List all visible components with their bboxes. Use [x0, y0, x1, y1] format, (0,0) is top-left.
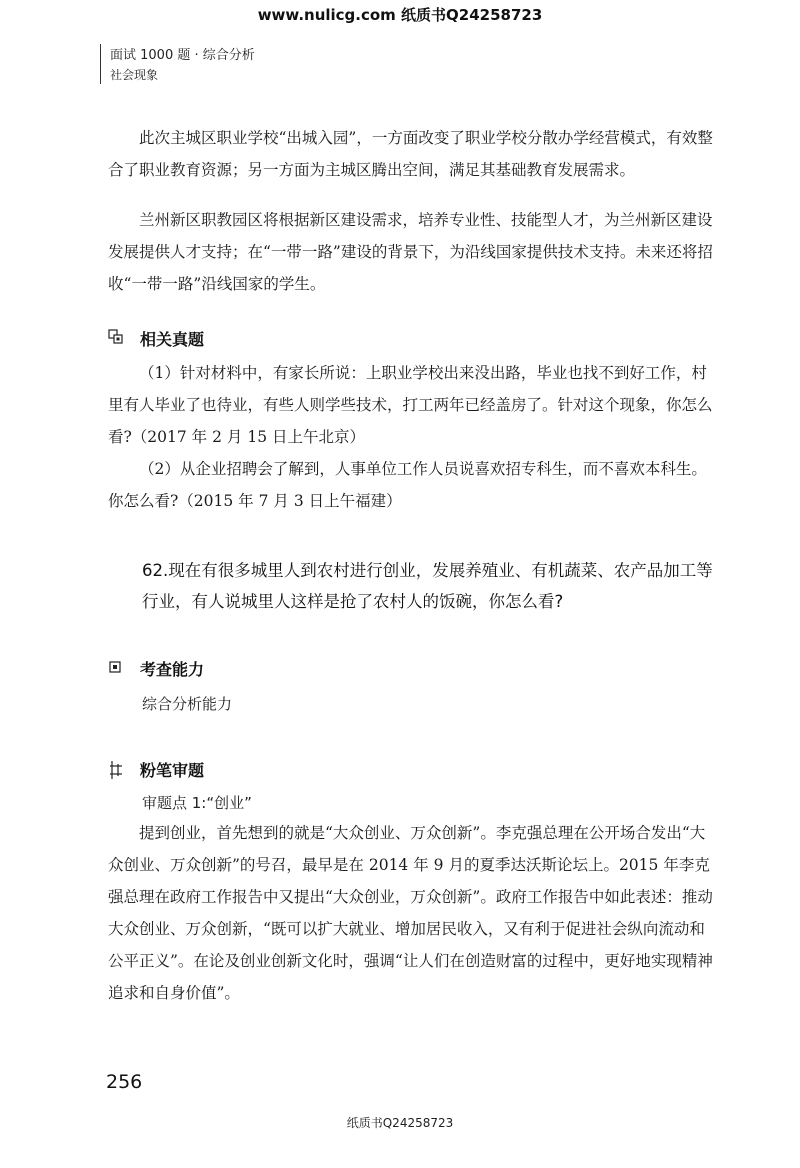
question-number: 62.	[142, 561, 169, 580]
analysis-title: 粉笔审题	[140, 761, 205, 780]
running-head-rule	[100, 44, 101, 84]
bottom-watermark: 纸质书Q24258723	[346, 1116, 454, 1130]
intro-paragraph-2: 兰州新区职教园区将根据新区建设需求，培养专业性、技能型人才，为兰州新区建设发展提供人才支持；在“一带一路”建设的背景下，为沿线国家提供技术支持。未来还将招收“一带一路”沿线国家的学生。	[108, 211, 713, 293]
page-number: 256	[106, 1071, 143, 1093]
chapter-title: 社会现象	[110, 68, 159, 82]
analysis-point-label: 审题点 1:“创业”	[142, 794, 252, 812]
top-watermark: www.nulicg.com 纸质书Q24258723	[257, 6, 543, 24]
ability-content: 综合分析能力	[142, 695, 233, 713]
question-62	[142, 555, 722, 617]
related-questions-title: 相关真题	[140, 330, 205, 349]
ability-title: 考查能力	[140, 660, 205, 679]
intro-paragraph-1: 此次主城区职业学校“出城入园”，一方面改变了职业学校分散办学经营模式，有效整合了职业教育资源；另一方面为主城区腾出空间，满足其基础教育发展需求。	[108, 129, 713, 179]
analysis-paragraph: 提到创业，首先想到的就是“大众创业、万众创新”。李克强总理在公开场合发出“大众创业、万众创新”的号召，最早是在 2014 年 9 月的夏季达沃斯论坛上。2015 年李克强总理在政府工作报告中又提出“大众创业，万众创新”。政府工作报告中如此表述：推动大众创业、万众创新，“既可以扩大就业、增加居民收入，又有利于促进社会纵向流动和公平正义”。在论及创业创新文化时，强调“让人们在创造财富的过程中，更好地实现精神追求和自身价值”。	[108, 824, 713, 1002]
ability-icon	[108, 659, 124, 679]
analysis-icon	[108, 760, 126, 784]
related-question-2: （2）从企业招聘会了解到，人事单位工作人员说喜欢招专科生，而不喜欢本科生。你怎么看?（2015 年 7 月 3 日上午福建）	[108, 460, 707, 510]
related-question-1: （1）针对材料中，有家长所说：上职业学校出来没出路，毕业也找不到好工作，村里有人毕业了也待业，有些人则学些技术，打工两年已经盖房了。针对这个现象，你怎么看?（2017 年 2 月 15 日上午北京）	[108, 364, 713, 446]
related-questions-icon	[108, 329, 124, 349]
book-title: 面试 1000 题 · 综合分析	[110, 48, 255, 63]
question-text: 现在有很多城里人到农村进行创业，发展养殖业、有机蔬菜、农产品加工等行业，有人说城里人这样是抢了农村人的饭碗，你怎么看?	[142, 561, 713, 611]
